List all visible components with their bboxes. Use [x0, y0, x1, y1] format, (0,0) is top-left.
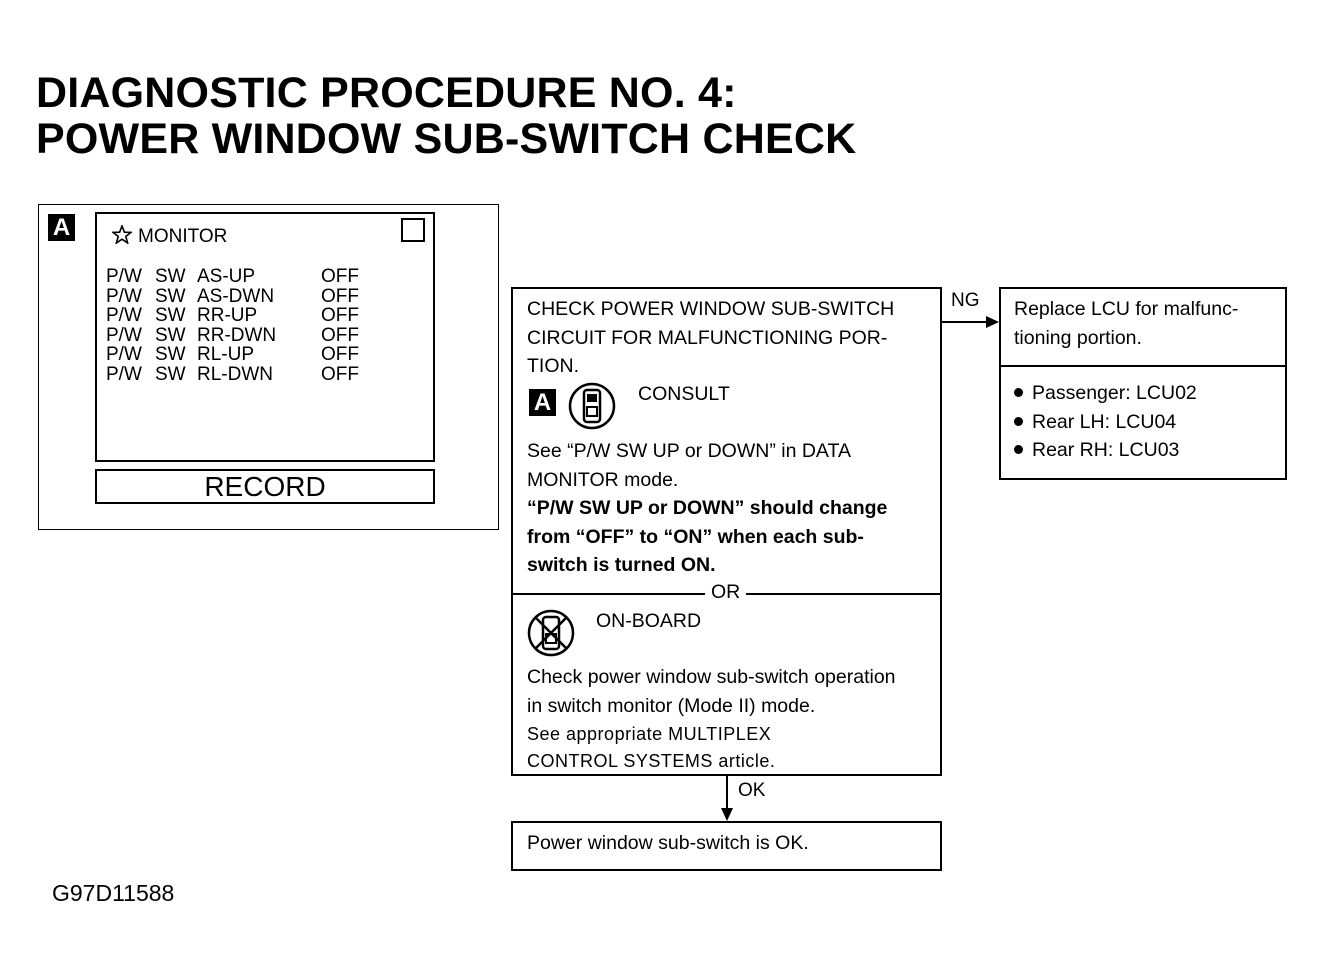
star-outline-icon — [112, 225, 132, 250]
monitor-item-c2: SW — [155, 285, 186, 307]
monitor-item-c2: SW — [155, 324, 186, 346]
monitor-item-c3: AS-UP — [197, 266, 256, 287]
monitor-item-c3: RR-UP — [197, 305, 258, 327]
monitor-badge: A — [48, 214, 75, 241]
monitor-item-c2: SW — [155, 344, 186, 366]
consult-bold-line-1: “P/W SW UP or DOWN” should change — [527, 497, 888, 519]
check-line-2: CIRCUIT FOR MALFUNCTIONING POR- — [527, 326, 888, 349]
result-text: Power window sub-switch is OK. — [527, 832, 809, 854]
onboard-text-line-2: in switch monitor (Mode II) mode. — [527, 694, 816, 717]
list-item: Rear LH: LCU04 — [1014, 408, 1197, 437]
check-line-3: TION. — [527, 355, 579, 377]
monitor-item-c3: RL-UP — [197, 344, 255, 366]
consult-tester-icon — [567, 381, 617, 436]
onboard-text-line-1: Check power window sub-switch operation — [527, 666, 896, 688]
onboard-reference — [527, 721, 775, 775]
ok-arrow — [715, 776, 739, 822]
monitor-item-c3: RR-DWN — [197, 324, 277, 346]
monitor-value: OFF — [321, 305, 359, 327]
title-line-2: POWER WINDOW SUB-SWITCH CHECK — [36, 115, 857, 163]
onboard-text-line-3: See appropriate MULTIPLEX — [527, 724, 772, 744]
onboard-label: ON-BOARD — [596, 610, 702, 632]
lcu-divider — [999, 365, 1287, 367]
record-button[interactable]: RECORD — [95, 469, 435, 504]
consult-label: CONSULT — [638, 383, 730, 405]
consult-text-line-1: See “P/W SW UP or DOWN” in DATA — [527, 440, 851, 462]
monitor-item-c1: P/W — [106, 305, 142, 327]
table-row — [106, 345, 359, 365]
monitor-item-c3: AS-DWN — [197, 285, 275, 307]
table-row — [106, 326, 359, 346]
lcu-heading — [1014, 295, 1238, 352]
monitor-header — [112, 225, 227, 250]
no-tester-icon — [526, 608, 576, 663]
monitor-item-c1: P/W — [106, 344, 142, 366]
check-line-1: CHECK POWER WINDOW SUB-SWITCH — [527, 298, 895, 320]
table-row — [106, 365, 359, 385]
monitor-item-c2: SW — [155, 305, 186, 327]
bullet-icon — [1014, 388, 1023, 397]
monitor-value: OFF — [321, 363, 359, 385]
monitor-item-c1: P/W — [106, 363, 142, 385]
ng-label: NG — [951, 290, 980, 311]
monitor-item-c2: SW — [155, 266, 186, 287]
consult-text-line-2: MONITOR mode. — [527, 468, 679, 491]
monitor-item-c1: P/W — [106, 266, 142, 287]
consult-bold-line-2: from “OFF” to “ON” when each sub- — [527, 525, 864, 548]
table-row — [106, 306, 359, 326]
bullet-icon — [1014, 417, 1023, 426]
monitor-rows — [106, 267, 359, 385]
lcu-list — [1014, 379, 1197, 465]
consult-bold-line-3: switch is turned ON. — [527, 554, 716, 576]
ng-arrow — [940, 310, 1002, 334]
table-row — [106, 267, 359, 287]
monitor-value: OFF — [321, 266, 359, 287]
table-row — [106, 287, 359, 307]
check-heading — [527, 295, 894, 381]
ok-label: OK — [738, 780, 766, 801]
monitor-value: OFF — [321, 344, 359, 366]
onboard-text-line-4: CONTROL SYSTEMS article. — [527, 751, 776, 771]
monitor-item-c1: P/W — [106, 324, 142, 346]
monitor-corner-box — [401, 218, 425, 242]
title-line-1: DIAGNOSTIC PROCEDURE NO. 4: — [36, 69, 737, 117]
figure-code: G97D11588 — [52, 880, 175, 906]
monitor-value: OFF — [321, 285, 359, 307]
monitor-item-c1: P/W — [106, 285, 142, 307]
monitor-item-c3: RL-DWN — [197, 363, 273, 385]
consult-badge: A — [529, 389, 556, 416]
page-title — [36, 70, 856, 162]
list-item: Rear RH: LCU03 — [1014, 436, 1197, 465]
monitor-item-c2: SW — [155, 363, 186, 385]
lcu-line-1: Replace LCU for malfunc- — [1014, 298, 1239, 320]
list-item: Passenger: LCU02 — [1014, 379, 1197, 408]
monitor-header-label: MONITOR — [138, 226, 228, 247]
monitor-value: OFF — [321, 324, 359, 346]
or-label: OR — [705, 581, 746, 604]
bullet-icon — [1014, 445, 1023, 454]
lcu-line-2: tioning portion. — [1014, 326, 1142, 349]
onboard-text — [527, 663, 896, 720]
consult-text — [527, 437, 887, 580]
